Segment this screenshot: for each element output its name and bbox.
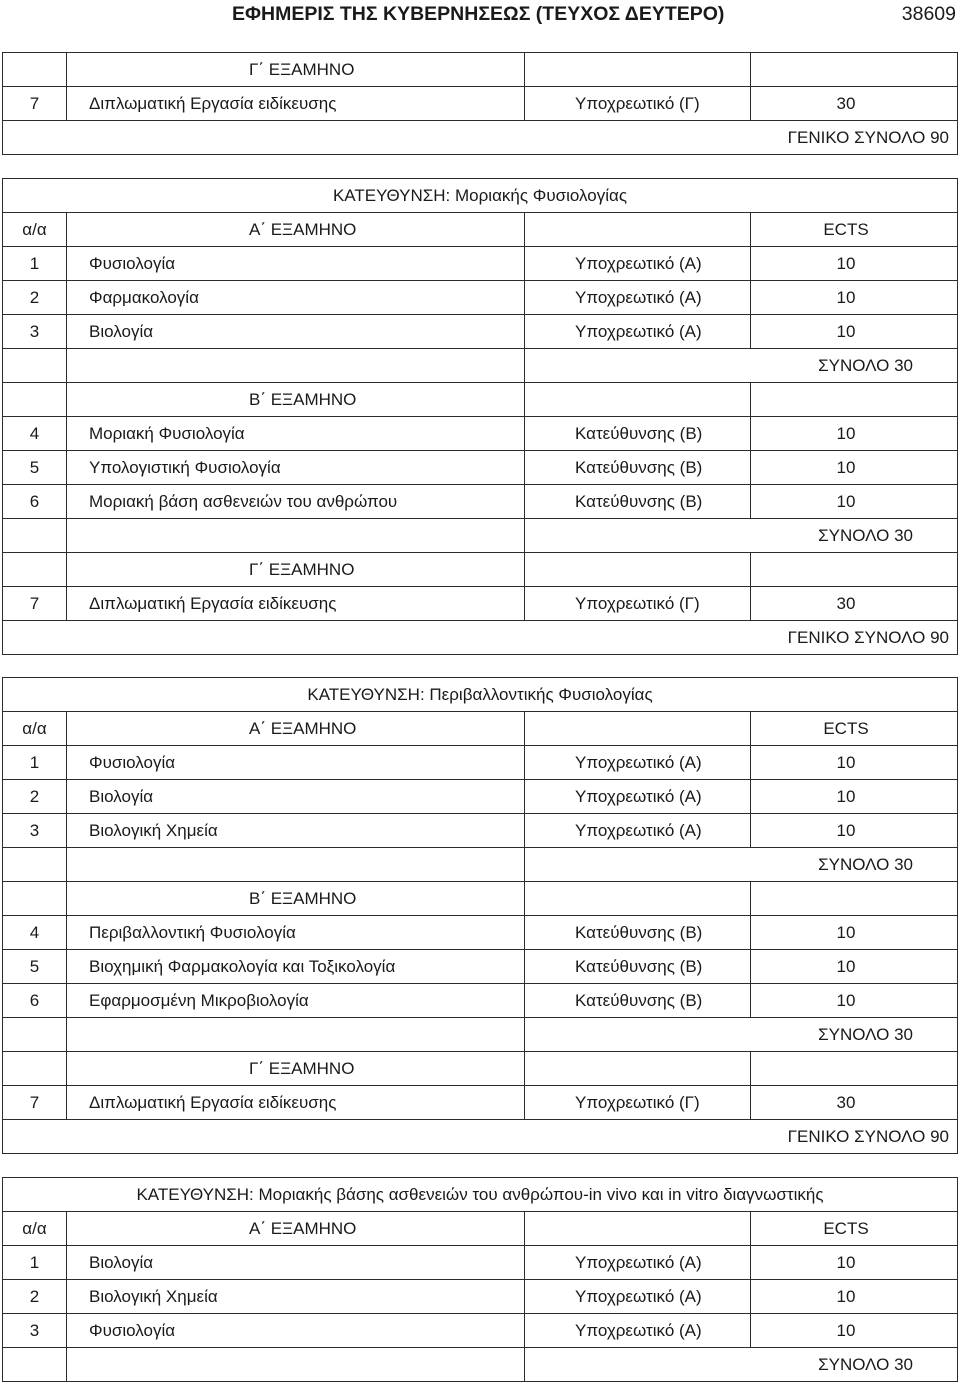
- grand-total: ΓΕΝΙΚΟ ΣΥΝΟΛΟ 90: [3, 1120, 958, 1154]
- course-ects: 10: [751, 247, 958, 281]
- col-header-aa: α/α: [3, 1212, 67, 1246]
- empty-cell: [3, 349, 67, 383]
- semester-total: ΣΥΝΟΛΟ 30: [525, 848, 958, 882]
- row-number: 1: [3, 746, 67, 780]
- total-row: [3, 848, 958, 882]
- semester-row: [3, 1052, 958, 1086]
- course-type: Κατεύθυνσης (Β): [525, 417, 751, 451]
- semester-row: [3, 383, 958, 417]
- direction-title: ΚΑΤΕΥΘΥΝΣΗ: Μοριακής βάσης ασθενειών του ανθρώπου-in vivo και in vitro διαγνωστικής: [3, 1178, 958, 1212]
- course-name: Βιοχημική Φαρμακολογία και Τοξικολογία: [67, 950, 525, 984]
- empty-cell: [525, 1212, 751, 1246]
- row-number: 3: [3, 814, 67, 848]
- empty-cell: [3, 1018, 67, 1052]
- row-number: 3: [3, 315, 67, 349]
- semester-total: ΣΥΝΟΛΟ 30: [525, 1018, 958, 1052]
- course-type: Υποχρεωτικό (Α): [525, 746, 751, 780]
- empty-cell: [3, 882, 67, 916]
- semester-row: [3, 553, 958, 587]
- row-number: 7: [3, 587, 67, 621]
- table-row: [3, 247, 958, 281]
- semester-total: ΣΥΝΟΛΟ 30: [525, 1348, 958, 1382]
- direction-row: [3, 179, 958, 213]
- course-name: Μοριακή Φυσιολογία: [67, 417, 525, 451]
- course-ects: 10: [751, 950, 958, 984]
- course-ects: 10: [751, 281, 958, 315]
- col-header-ects: ECTS: [751, 712, 958, 746]
- course-name: Βιολογική Χημεία: [67, 814, 525, 848]
- course-type: Υποχρεωτικό (Α): [525, 281, 751, 315]
- empty-cell: [751, 1052, 958, 1086]
- row-number: 5: [3, 451, 67, 485]
- course-ects: 10: [751, 1280, 958, 1314]
- table-row: [3, 1086, 958, 1120]
- row-number: 4: [3, 916, 67, 950]
- course-name: Βιολογία: [67, 780, 525, 814]
- empty-cell: [67, 1348, 525, 1382]
- empty-cell: [3, 53, 67, 87]
- course-type: Υποχρεωτικό (Α): [525, 315, 751, 349]
- course-type: Κατεύθυνσης (Β): [525, 984, 751, 1018]
- semester-row: [3, 53, 958, 87]
- empty-cell: [3, 519, 67, 553]
- total-row: [3, 1348, 958, 1382]
- course-name: Βιολογική Χημεία: [67, 1280, 525, 1314]
- course-type: Κατεύθυνσης (Β): [525, 451, 751, 485]
- empty-cell: [525, 882, 751, 916]
- row-number: 2: [3, 1280, 67, 1314]
- empty-cell: [751, 53, 958, 87]
- col-header-ects: ECTS: [751, 1212, 958, 1246]
- semester-label: Γ΄ ΕΞΑΜΗΝΟ: [67, 553, 525, 587]
- gazette-title: ΕΦΗΜΕΡΙΣ ΤΗΣ ΚΥΒΕΡΝΗΣΕΩΣ (ΤΕΥΧΟΣ ΔΕΥΤΕΡΟ): [232, 3, 725, 25]
- course-ects: 10: [751, 984, 958, 1018]
- course-type: Υποχρεωτικό (Α): [525, 1280, 751, 1314]
- empty-cell: [67, 848, 525, 882]
- empty-cell: [751, 383, 958, 417]
- table-row: [3, 780, 958, 814]
- table-row: [3, 315, 958, 349]
- empty-cell: [525, 53, 751, 87]
- empty-cell: [3, 848, 67, 882]
- header-row: [3, 1212, 958, 1246]
- row-number: 2: [3, 780, 67, 814]
- total-row: [3, 1018, 958, 1052]
- course-name: Διπλωματική Εργασία ειδίκευσης: [67, 587, 525, 621]
- course-ects: 30: [751, 87, 958, 121]
- table-row: [3, 984, 958, 1018]
- grand-total-row: [3, 621, 958, 655]
- total-row: [3, 519, 958, 553]
- course-name: Υπολογιστική Φυσιολογία: [67, 451, 525, 485]
- row-number: 7: [3, 87, 67, 121]
- table-row: [3, 814, 958, 848]
- course-name: Φυσιολογία: [67, 1314, 525, 1348]
- semester-label: Β΄ ΕΞΑΜΗΝΟ: [67, 383, 525, 417]
- table-row: [3, 746, 958, 780]
- course-name: Διπλωματική Εργασία ειδίκευσης: [67, 1086, 525, 1120]
- course-name: Περιβαλλοντική Φυσιολογία: [67, 916, 525, 950]
- course-type: Υποχρεωτικό (Α): [525, 780, 751, 814]
- row-number: 6: [3, 984, 67, 1018]
- course-type: Κατεύθυνσης (Β): [525, 916, 751, 950]
- course-name: Φυσιολογία: [67, 746, 525, 780]
- course-name: Φυσιολογία: [67, 247, 525, 281]
- empty-cell: [525, 553, 751, 587]
- grand-total: ΓΕΝΙΚΟ ΣΥΝΟΛΟ 90: [3, 621, 958, 655]
- direction-row: [3, 1178, 958, 1212]
- table-row: [3, 87, 958, 121]
- course-name: Μοριακή βάση ασθενειών του ανθρώπου: [67, 485, 525, 519]
- semester-total: ΣΥΝΟΛΟ 30: [525, 519, 958, 553]
- table-row: [3, 950, 958, 984]
- empty-cell: [751, 882, 958, 916]
- course-ects: 30: [751, 1086, 958, 1120]
- col-header-ects: ECTS: [751, 213, 958, 247]
- row-number: 7: [3, 1086, 67, 1120]
- table-row: [3, 1314, 958, 1348]
- course-ects: 30: [751, 587, 958, 621]
- table-row: [3, 417, 958, 451]
- semester-label: Β΄ ΕΞΑΜΗΝΟ: [67, 882, 525, 916]
- table-row: [3, 587, 958, 621]
- grand-total-row: [3, 1120, 958, 1154]
- table-row: [3, 485, 958, 519]
- course-type: Υποχρεωτικό (Γ): [525, 87, 751, 121]
- semester-row: [3, 882, 958, 916]
- empty-cell: [3, 383, 67, 417]
- semester-label: Α΄ ΕΞΑΜΗΝΟ: [67, 1212, 525, 1246]
- direction-title: ΚΑΤΕΥΘΥΝΣΗ: Μοριακής Φυσιολογίας: [3, 179, 958, 213]
- course-type: Υποχρεωτικό (Α): [525, 814, 751, 848]
- course-type: Υποχρεωτικό (Α): [525, 1246, 751, 1280]
- course-ects: 10: [751, 485, 958, 519]
- col-header-aa: α/α: [3, 213, 67, 247]
- curriculum-table-molecular: [2, 178, 958, 655]
- header-row: [3, 712, 958, 746]
- course-type: Υποχρεωτικό (Γ): [525, 1086, 751, 1120]
- page-header: [0, 0, 960, 30]
- course-type: Υποχρεωτικό (Α): [525, 247, 751, 281]
- course-ects: 10: [751, 417, 958, 451]
- empty-cell: [525, 383, 751, 417]
- course-ects: 10: [751, 746, 958, 780]
- course-name: Διπλωματική Εργασία ειδίκευσης: [67, 87, 525, 121]
- row-number: 6: [3, 485, 67, 519]
- course-ects: 10: [751, 1314, 958, 1348]
- empty-cell: [3, 553, 67, 587]
- table-row: [3, 1246, 958, 1280]
- direction-row: [3, 678, 958, 712]
- course-ects: 10: [751, 780, 958, 814]
- empty-cell: [3, 1052, 67, 1086]
- semester-label: Γ΄ ΕΞΑΜΗΝΟ: [67, 1052, 525, 1086]
- empty-cell: [525, 712, 751, 746]
- row-number: 5: [3, 950, 67, 984]
- curriculum-table-disease-diagnostics: [2, 1177, 958, 1382]
- semester-label: Α΄ ΕΞΑΜΗΝΟ: [67, 213, 525, 247]
- empty-cell: [525, 213, 751, 247]
- col-header-aa: α/α: [3, 712, 67, 746]
- row-number: 3: [3, 1314, 67, 1348]
- grand-total: ΓΕΝΙΚΟ ΣΥΝΟΛΟ 90: [3, 121, 958, 155]
- empty-cell: [525, 1052, 751, 1086]
- course-ects: 10: [751, 916, 958, 950]
- semester-total: ΣΥΝΟΛΟ 30: [525, 349, 958, 383]
- course-ects: 10: [751, 315, 958, 349]
- grand-total-row: [3, 121, 958, 155]
- semester-label: Γ΄ ΕΞΑΜΗΝΟ: [67, 53, 525, 87]
- course-type: Υποχρεωτικό (Γ): [525, 587, 751, 621]
- semester-label: Α΄ ΕΞΑΜΗΝΟ: [67, 712, 525, 746]
- curriculum-table-environmental: [2, 677, 958, 1154]
- course-type: Υποχρεωτικό (Α): [525, 1314, 751, 1348]
- row-number: 4: [3, 417, 67, 451]
- row-number: 2: [3, 281, 67, 315]
- course-name: Βιολογία: [67, 315, 525, 349]
- row-number: 1: [3, 1246, 67, 1280]
- course-type: Κατεύθυνσης (Β): [525, 950, 751, 984]
- empty-cell: [67, 349, 525, 383]
- empty-cell: [751, 553, 958, 587]
- course-name: Εφαρμοσμένη Μικροβιολογία: [67, 984, 525, 1018]
- header-row: [3, 213, 958, 247]
- direction-title: ΚΑΤΕΥΘΥΝΣΗ: Περιβαλλοντικής Φυσιολογίας: [3, 678, 958, 712]
- page-number: 38609: [901, 3, 956, 25]
- empty-cell: [3, 1348, 67, 1382]
- course-name: Φαρμακολογία: [67, 281, 525, 315]
- course-name: Βιολογία: [67, 1246, 525, 1280]
- total-row: [3, 349, 958, 383]
- course-ects: 10: [751, 451, 958, 485]
- course-ects: 10: [751, 1246, 958, 1280]
- table-row: [3, 281, 958, 315]
- course-ects: 10: [751, 814, 958, 848]
- curriculum-table-continued: [2, 52, 958, 155]
- table-row: [3, 451, 958, 485]
- empty-cell: [67, 1018, 525, 1052]
- row-number: 1: [3, 247, 67, 281]
- table-row: [3, 1280, 958, 1314]
- table-row: [3, 916, 958, 950]
- empty-cell: [67, 519, 525, 553]
- course-type: Κατεύθυνσης (Β): [525, 485, 751, 519]
